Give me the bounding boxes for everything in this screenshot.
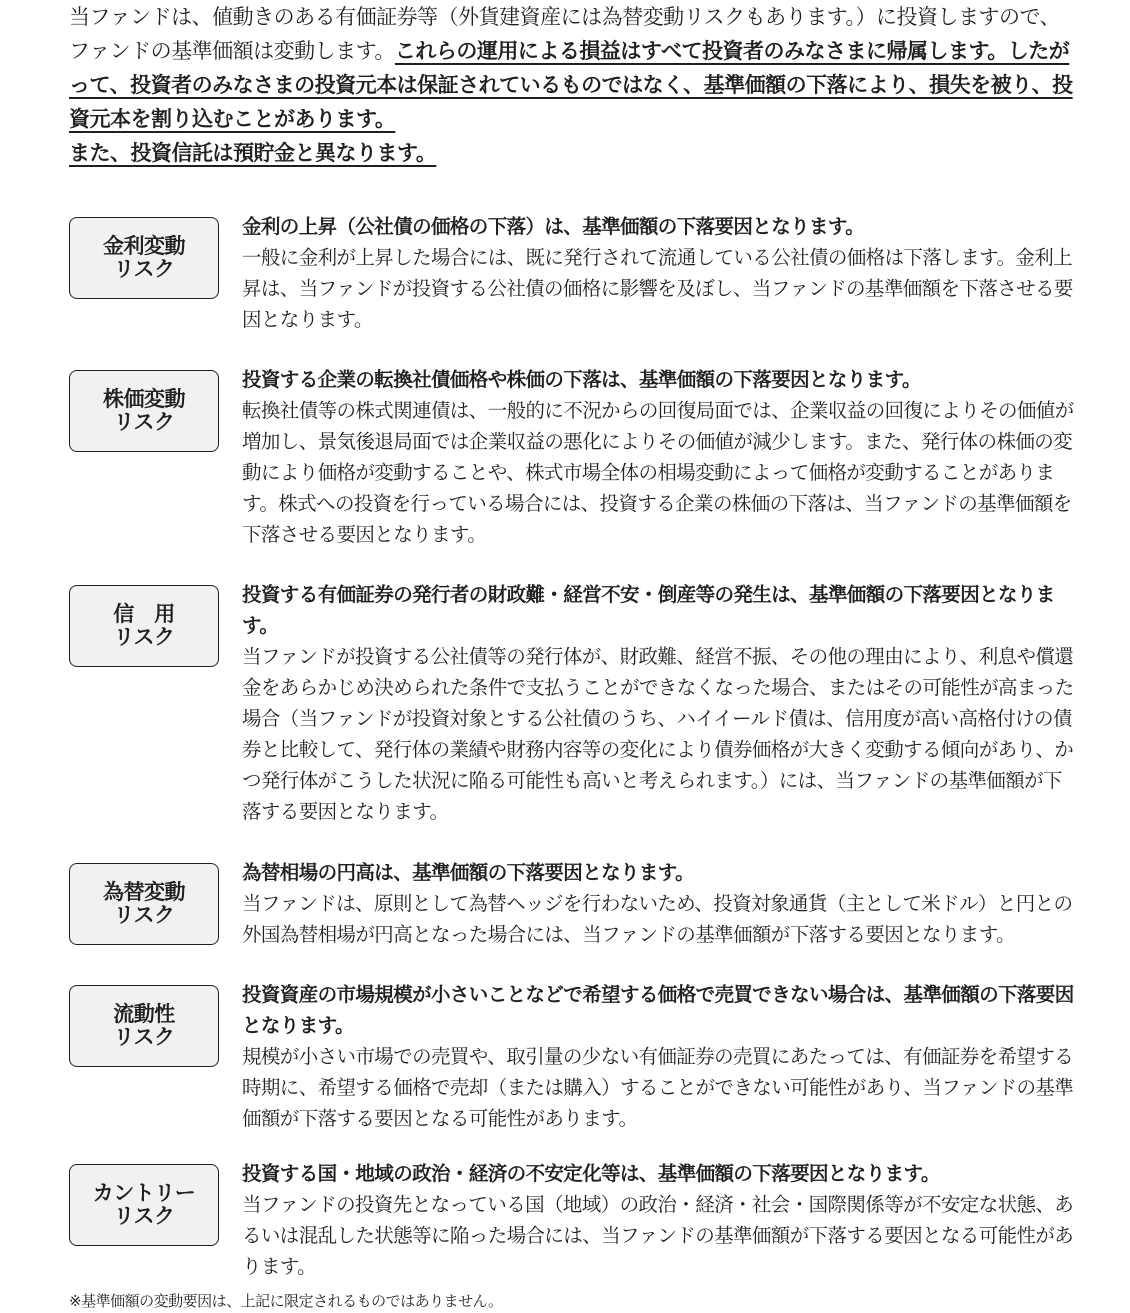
risk-content [242,579,1074,827]
risk-content [242,1158,1074,1282]
risk-heading: 為替相場の円高は、基準価額の下落要因となります。 [242,861,695,884]
risk-label-line2: リスク [113,625,175,649]
risk-label-badge [69,985,219,1067]
risk-label-line2: リスク [113,257,175,281]
risk-label-line1: カントリー [92,1181,196,1205]
risk-heading: 金利の上昇（公社債の価格の下落）は、基準価額の下落要因となります。 [242,215,865,238]
intro-plain: 当ファンドは、値動きのある有価証券等（外貨建資産には為替変動リスクもあります。）に投資しますので、ファンドの基準価額は変動します。 [69,5,1061,63]
risk-label-badge [69,1164,219,1246]
risk-content [242,979,1074,1134]
risk-body: 当ファンドの投資先となっている国（地域）の政治・経済・社会・国際関係等が不安定な状態、あるいは混乱した状態等に陥った場合には、当ファンドの基準価額が下落する要因となる可能性があります。 [242,1193,1074,1278]
risk-label-line1: 信 用 [113,602,175,626]
risk-body: 規模が小さい市場での売買や、取引量の少ない有価証券の売買にあたっては、有価証券を希望する時期に、希望する価格で売却（または購入）することができない可能性があり、当ファンドの基準価額が下落する要因となる可能性があります。 [242,1045,1074,1130]
risk-content [242,211,1074,335]
risk-label-line2: リスク [113,1204,175,1228]
intro-underlined: これらの運用による損益はすべて投資者のみなさまに帰属します。したがって、投資者のみなさまの投資元本は保証されているものではなく、基準価額の下落により、損失を被り、投資元本を割り込むことがあります。 [69,39,1073,131]
risk-content [242,857,1074,950]
risk-body: 当ファンドは、原則として為替ヘッジを行わないため、投資対象通貨（主として米ドル）と円との外国為替相場が円高となった場合には、当ファンドの基準価額が下落する要因となります。 [242,892,1073,946]
risk-label-badge [69,585,219,667]
risk-label-line2: リスク [113,1025,175,1049]
intro-text [69,0,1079,170]
risk-content [242,364,1074,550]
risk-label-line1: 流動性 [113,1002,175,1026]
risk-label-badge [69,370,219,452]
risk-label-line1: 為替変動 [103,880,185,904]
risk-label-badge [69,217,219,299]
intro-underlined-2: また、投資信託は預貯金と異なります。 [69,141,437,165]
risk-label-line2: リスク [113,903,175,927]
risk-heading: 投資する国・地域の政治・経済の不安定化等は、基準価額の下落要因となります。 [242,1162,940,1185]
risk-body: 当ファンドが投資する公社債等の発行体が、財政難、経営不振、その他の理由により、利息や償還金をあらかじめ決められた条件で支払うことができなくなった場合、またはその可能性が高まった場合（当ファンドが投資対象とする公社債のうち、ハイイールド債は、信用度が高い高格付けの債券と比較して、発行体の業績や財務内容等の変化により債券価格が大きく変動する傾向があり、かつ発行体がこうした状況に陥る可能性も高いと考えられます。）には、当ファンドの基準価額が下落する要因となります。 [242,645,1074,823]
risk-body: 一般に金利が上昇した場合には、既に発行されて流通している公社債の価格は下落します。金利上昇は、当ファンドが投資する公社債の価格に影響を及ぼし、当ファンドの基準価額を下落させる要因となります。 [242,246,1073,331]
risk-heading: 投資する企業の転換社債価格や株価の下落は、基準価額の下落要因となります。 [242,368,921,391]
risk-heading: 投資する有価証券の発行者の財政難・経営不安・倒産等の発生は、基準価額の下落要因となります。 [242,583,1055,637]
risk-label-line1: 株価変動 [103,387,185,411]
footnote: ※基準価額の変動要因は、上記に限定されるものではありません。 [69,1292,503,1310]
risk-label-line1: 金利変動 [103,234,185,258]
risk-heading: 投資資産の市場規模が小さいことなどで希望する価格で売買できない場合は、基準価額の下落要因となります。 [242,983,1074,1037]
risk-body: 転換社債等の株式関連債は、一般的に不況からの回復局面では、企業収益の回復によりその価値が増加し、景気後退局面では企業収益の悪化によりその価値が減少します。また、発行体の株価の変動により価格が変動することや、株式市場全体の相場変動によって価格が変動することがあります。株式への投資を行っている場合には、投資する企業の株価の下落は、当ファンドの基準価額を下落させる要因となります。 [242,399,1074,546]
risk-label-line2: リスク [113,410,175,434]
risk-label-badge [69,863,219,945]
